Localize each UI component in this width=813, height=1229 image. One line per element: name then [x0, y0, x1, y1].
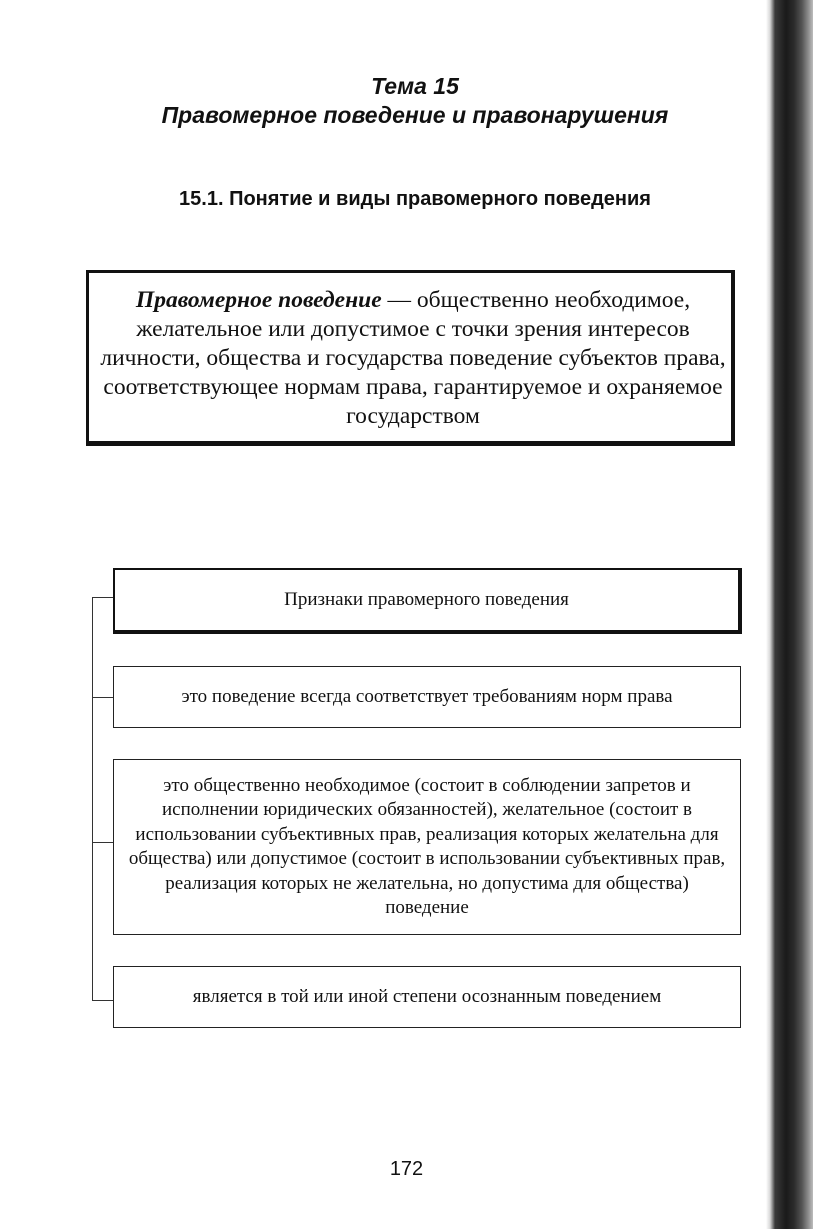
book-spine-edge — [766, 0, 813, 1229]
diagram-item-box — [113, 966, 741, 1028]
diagram-item-text: это общественно необходимое (состоит в соблюдении запретов и исполнении юридических обязанностей), желательное (состоит в использовании субъективных прав, реализация которых желательна для общества) или допустимое (состоит в использовании субъективных прав, реализация которых не желательна, но допустима для общества) поведение — [128, 774, 726, 918]
connector-tick-header — [92, 597, 113, 598]
diagram-connector-line — [92, 597, 93, 1000]
section-title: 15.1. Понятие и виды правомерного поведения — [179, 188, 651, 210]
topic-title: Правомерное поведение и правонарушения — [161, 102, 669, 128]
topic-number: Тема 15 — [371, 73, 459, 99]
definition-text — [96, 286, 730, 431]
diagram-item-box — [113, 666, 741, 728]
page-number: 172 — [389, 1158, 424, 1180]
diagram-header-box — [113, 568, 742, 634]
definition-body: — общественно необходимое, желательное или допустимое с точки зрения интересов личности, общества и государства поведение субъектов права, соответствующее нормам права, гарантируемое и охраняемое государством — [100, 287, 726, 429]
diagram-header-label: Признаки правомерного поведения — [284, 589, 569, 610]
connector-tick-item-1 — [92, 697, 113, 698]
definition-term: Правомерное поведение — [135, 287, 382, 313]
connector-tick-item-2 — [92, 842, 113, 843]
connector-tick-item-3 — [92, 1000, 113, 1001]
diagram-item-box — [113, 759, 741, 935]
diagram-item-text: это поведение всегда соответствует требованиям норм права — [181, 685, 673, 707]
diagram-item-text: является в той или иной степени осознанным поведением — [192, 985, 662, 1007]
